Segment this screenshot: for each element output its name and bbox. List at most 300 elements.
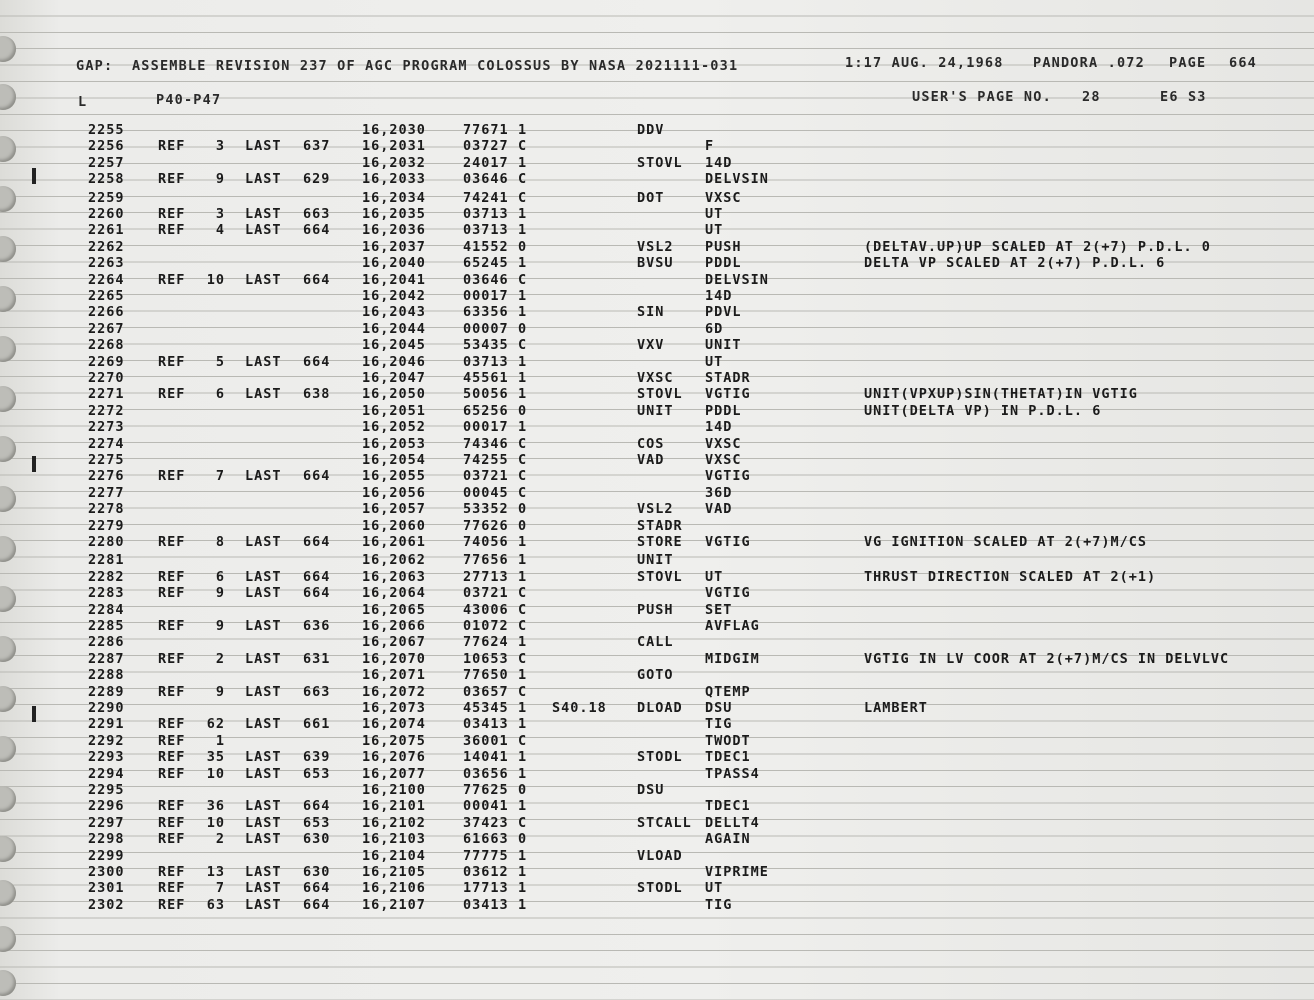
last-page: 664 [303,222,331,239]
last-page: 664 [303,880,331,897]
octal-word: 77626 [463,517,509,534]
octal-word: 03646 [463,271,509,288]
last-page: 637 [303,138,331,155]
ref-count: 6 [215,568,225,585]
operand: TWODT [705,732,751,749]
listing-row [0,190,1314,206]
opcode: VSL2 [637,501,674,518]
memory-address: 16,2036 [362,222,426,239]
memory-address: 16,2104 [362,847,426,864]
octal-word: 74241 [463,189,509,206]
operand: STADR [705,370,751,386]
memory-address: 16,2032 [362,154,426,171]
octal-word: 03713 [463,206,509,222]
memory-address: 16,2041 [362,271,426,288]
line-number: 2272 [88,402,125,419]
octal-word: 77656 [463,552,509,569]
memory-address: 16,2076 [362,749,426,766]
octal-word: 77775 [463,847,509,864]
word-flag: 1 [518,864,528,880]
ref-keyword: REF [158,749,186,766]
octal-word: 03721 [463,585,509,602]
last-page: 664 [303,568,331,585]
word-flag: C [518,732,528,749]
listing-row [0,386,1314,402]
memory-address: 16,2056 [362,484,426,501]
memory-address: 16,2106 [362,880,426,897]
ref-count: 8 [215,534,225,550]
listing-row [0,602,1314,618]
line-number: 2271 [88,386,125,403]
last-keyword: LAST [245,896,282,913]
listing-row [0,501,1314,517]
octal-word: 03413 [463,896,509,913]
ref-keyword: REF [158,798,186,815]
ref-count: 3 [215,206,225,222]
memory-address: 16,2100 [362,782,426,798]
line-number: 2262 [88,238,125,255]
comment: VGTIG IN LV COOR AT 2(+7)M/CS IN DELVLVC [864,650,1230,667]
listing-row [0,585,1314,601]
listing-row [0,651,1314,667]
octal-word: 43006 [463,601,509,618]
memory-address: 16,2037 [362,238,426,255]
word-flag: 1 [518,386,528,403]
opcode: VLOAD [637,847,683,864]
operand: QTEMP [705,683,751,700]
opcode: CALL [637,634,674,651]
listing-row [0,552,1314,568]
listing-row [0,831,1314,847]
ref-keyword: REF [158,618,186,634]
octal-word: 50056 [463,386,509,403]
comment: (DELTAV.UP)UP SCALED AT 2(+7) P.D.L. 0 [864,238,1211,255]
line-number: 2258 [88,171,125,188]
operand: VXSC [705,452,742,468]
word-flag: C [518,484,528,501]
ref-count: 9 [215,171,225,188]
ref-keyword: REF [158,683,186,700]
line-number: 2282 [88,568,125,585]
line-number: 2290 [88,700,125,716]
word-flag: 1 [518,880,528,897]
ref-keyword: REF [158,271,186,288]
line-number: 2273 [88,419,125,436]
last-page: 664 [303,271,331,288]
word-flag: C [518,618,528,634]
operand: VXSC [705,189,742,206]
line-number: 2289 [88,683,125,700]
word-flag: 0 [518,501,528,518]
operand: SET [705,601,733,618]
ref-keyword: REF [158,386,186,403]
word-flag: 1 [518,122,528,138]
octal-word: 03656 [463,765,509,782]
octal-word: 14041 [463,749,509,766]
octal-word: 10653 [463,650,509,667]
word-flag: 1 [518,749,528,766]
opcode: VAD [637,452,665,468]
ref-keyword: REF [158,222,186,239]
last-keyword: LAST [245,716,282,733]
operand: TIG [705,716,733,733]
operand: UNIT [705,337,742,354]
octal-word: 03612 [463,864,509,880]
memory-address: 16,2055 [362,468,426,485]
page-number: 664 [1229,55,1257,71]
listing-row [0,798,1314,814]
listing-row [0,534,1314,550]
word-flag: 1 [518,154,528,171]
memory-address: 16,2051 [362,402,426,419]
word-flag: 1 [518,716,528,733]
word-flag: C [518,171,528,188]
line-number: 2275 [88,452,125,468]
listing-row [0,272,1314,288]
line-number: 2280 [88,534,125,550]
octal-word: 37423 [463,814,509,831]
comment: LAMBERT [864,700,928,716]
listing-row [0,749,1314,765]
memory-address: 16,2075 [362,732,426,749]
last-keyword: LAST [245,650,282,667]
comment: THRUST DIRECTION SCALED AT 2(+1) [864,568,1157,585]
word-flag: 1 [518,534,528,550]
memory-address: 16,2071 [362,667,426,684]
octal-word: 36001 [463,732,509,749]
opcode: VXV [637,337,665,354]
operand: TDEC1 [705,798,751,815]
memory-address: 16,2061 [362,534,426,550]
operand: UT [705,206,724,222]
memory-address: 16,2074 [362,716,426,733]
word-flag: 0 [518,238,528,255]
listing-row [0,436,1314,452]
last-keyword: LAST [245,222,282,239]
ref-count: 9 [215,683,225,700]
line-number: 2270 [88,370,125,386]
listing-row [0,171,1314,187]
listing-row [0,848,1314,864]
octal-word: 41552 [463,238,509,255]
left-code: L [78,94,88,110]
line-number: 2257 [88,154,125,171]
word-flag: 1 [518,222,528,239]
memory-address: 16,2060 [362,517,426,534]
listing-row [0,321,1314,337]
memory-address: 16,2030 [362,122,426,138]
punch-hole [0,926,16,952]
memory-address: 16,2034 [362,189,426,206]
ref-count: 10 [206,814,225,831]
line-number: 2256 [88,138,125,155]
ref-keyword: REF [158,534,186,550]
operand: AVFLAG [705,618,760,634]
line-number: 2267 [88,320,125,337]
word-flag: 1 [518,370,528,386]
memory-address: 16,2063 [362,568,426,585]
operand: DELVSIN [705,271,769,288]
memory-address: 16,2042 [362,288,426,304]
operand: UT [705,880,724,897]
operand: VGTIG [705,534,751,550]
memory-address: 16,2064 [362,585,426,602]
line-number: 2266 [88,304,125,321]
memory-address: 16,2047 [362,370,426,386]
memory-address: 16,2103 [362,831,426,848]
last-page: 663 [303,206,331,222]
word-flag: 1 [518,419,528,436]
last-keyword: LAST [245,271,282,288]
listing-row [0,452,1314,468]
ref-count: 6 [215,386,225,403]
ref-keyword: REF [158,814,186,831]
opcode: DOT [637,189,665,206]
ref-keyword: REF [158,206,186,222]
last-page: 661 [303,716,331,733]
punch-hole [0,970,16,996]
ref-keyword: REF [158,880,186,897]
memory-address: 16,2052 [362,419,426,436]
listing-row [0,288,1314,304]
opcode: STOVL [637,568,683,585]
listing-row [0,897,1314,913]
operand: F [705,138,715,155]
line-number: 2291 [88,716,125,733]
line-number: 2301 [88,880,125,897]
line-number: 2284 [88,601,125,618]
octal-word: 03413 [463,716,509,733]
octal-word: 77624 [463,634,509,651]
memory-address: 16,2040 [362,255,426,272]
opcode: COS [637,435,665,452]
listing-row [0,419,1314,435]
ref-keyword: REF [158,138,186,155]
octal-word: 03727 [463,138,509,155]
listing-timestamp: 1:17 AUG. 24,1968 [845,55,1004,71]
listing-row [0,815,1314,831]
last-keyword: LAST [245,206,282,222]
listing-row [0,569,1314,585]
last-keyword: LAST [245,814,282,831]
octal-word: 77671 [463,122,509,138]
ref-count: 3 [215,138,225,155]
octal-word: 01072 [463,618,509,634]
operand: DELVSIN [705,171,769,188]
revision-code: E6 S3 [1160,89,1207,105]
listing-row [0,337,1314,353]
listing-row [0,122,1314,138]
ref-count: 1 [215,732,225,749]
last-keyword: LAST [245,749,282,766]
last-keyword: LAST [245,618,282,634]
last-keyword: LAST [245,585,282,602]
ref-count: 13 [206,864,225,880]
octal-word: 53435 [463,337,509,354]
octal-word: 45345 [463,700,509,716]
operand: 6D [705,320,724,337]
ref-keyword: REF [158,568,186,585]
operand: VXSC [705,435,742,452]
operand: VGTIG [705,386,751,403]
listing-row [0,766,1314,782]
octal-word: 00045 [463,484,509,501]
memory-address: 16,2050 [362,386,426,403]
opcode: STCALL [637,814,692,831]
listing-row [0,618,1314,634]
word-flag: C [518,337,528,354]
ref-count: 10 [206,765,225,782]
octal-word: 00041 [463,798,509,815]
line-number: 2294 [88,765,125,782]
memory-address: 16,2033 [362,171,426,188]
line-number: 2260 [88,206,125,222]
memory-address: 16,2107 [362,896,426,913]
ref-count: 35 [206,749,225,766]
word-flag: 1 [518,552,528,569]
punch-hole [0,36,16,62]
ref-count: 9 [215,618,225,634]
line-number: 2259 [88,189,125,206]
listing-row [0,468,1314,484]
listing-row [0,782,1314,798]
opcode: UNIT [637,552,674,569]
operand: UT [705,222,724,239]
system-name: PANDORA .072 [1033,55,1145,71]
comment: DELTA VP SCALED AT 2(+7) P.D.L. 6 [864,255,1166,272]
opcode: DSU [637,782,665,798]
last-page: 664 [303,798,331,815]
listing-row [0,684,1314,700]
memory-address: 16,2044 [362,320,426,337]
line-number: 2281 [88,552,125,569]
line-number: 2274 [88,435,125,452]
octal-word: 53352 [463,501,509,518]
word-flag: C [518,814,528,831]
octal-word: 65256 [463,402,509,419]
memory-address: 16,2057 [362,501,426,518]
octal-word: 63356 [463,304,509,321]
line-number: 2277 [88,484,125,501]
memory-address: 16,2077 [362,765,426,782]
operand: MIDGIM [705,650,760,667]
listing-row [0,304,1314,320]
octal-word: 65245 [463,255,509,272]
line-number: 2263 [88,255,125,272]
octal-word: 00017 [463,288,509,304]
line-number: 2300 [88,864,125,880]
ref-keyword: REF [158,716,186,733]
memory-address: 16,2072 [362,683,426,700]
word-flag: 1 [518,847,528,864]
listing-row [0,518,1314,534]
word-flag: C [518,601,528,618]
opcode: GOTO [637,667,674,684]
ref-count: 10 [206,271,225,288]
line-number: 2299 [88,847,125,864]
listing-row [0,700,1314,716]
opcode: DLOAD [637,700,683,716]
section-name: P40-P47 [156,92,222,108]
ref-keyword: REF [158,896,186,913]
word-flag: 1 [518,353,528,370]
comment: UNIT(VPXUP)SIN(THETAT)IN VGTIG [864,386,1138,403]
memory-address: 16,2105 [362,864,426,880]
operand: TDEC1 [705,749,751,766]
operand: VIPRIME [705,864,769,880]
line-number: 2276 [88,468,125,485]
line-number: 2268 [88,337,125,354]
listing-row [0,370,1314,386]
memory-address: 16,2046 [362,353,426,370]
word-flag: C [518,435,528,452]
word-flag: 0 [518,402,528,419]
last-page: 664 [303,534,331,550]
opcode: UNIT [637,402,674,419]
word-flag: C [518,138,528,155]
octal-word: 74255 [463,452,509,468]
page-label: PAGE [1169,55,1207,71]
word-flag: 1 [518,255,528,272]
operand: VAD [705,501,733,518]
octal-word: 77650 [463,667,509,684]
octal-word: 77625 [463,782,509,798]
operand: PDDL [705,402,742,419]
word-flag: C [518,271,528,288]
ref-keyword: REF [158,171,186,188]
last-page: 653 [303,765,331,782]
line-number: 2293 [88,749,125,766]
line-number: 2298 [88,831,125,848]
last-keyword: LAST [245,831,282,848]
last-keyword: LAST [245,138,282,155]
last-page: 630 [303,831,331,848]
opcode: SIN [637,304,665,321]
octal-word: 61663 [463,831,509,848]
user-page-label: USER'S PAGE NO. [912,89,1052,105]
memory-address: 16,2043 [362,304,426,321]
line-number: 2255 [88,122,125,138]
line-number: 2265 [88,288,125,304]
operand: 14D [705,154,733,171]
listing-row [0,222,1314,238]
opcode: BVSU [637,255,674,272]
ref-keyword: REF [158,831,186,848]
octal-word: 00007 [463,320,509,337]
last-keyword: LAST [245,683,282,700]
operand: 14D [705,288,733,304]
last-page: 664 [303,585,331,602]
word-flag: 1 [518,206,528,222]
ref-count: 5 [215,353,225,370]
operand: TIG [705,896,733,913]
word-flag: C [518,650,528,667]
listing-row [0,667,1314,683]
ref-count: 2 [215,650,225,667]
octal-word: 03657 [463,683,509,700]
word-flag: 1 [518,896,528,913]
opcode: STODL [637,880,683,897]
ref-count: 36 [206,798,225,815]
last-page: 638 [303,386,331,403]
octal-word: 03713 [463,353,509,370]
word-flag: C [518,683,528,700]
octal-word: 00017 [463,419,509,436]
memory-address: 16,2102 [362,814,426,831]
punch-hole [0,84,16,110]
line-number: 2283 [88,585,125,602]
operand: PDDL [705,255,742,272]
